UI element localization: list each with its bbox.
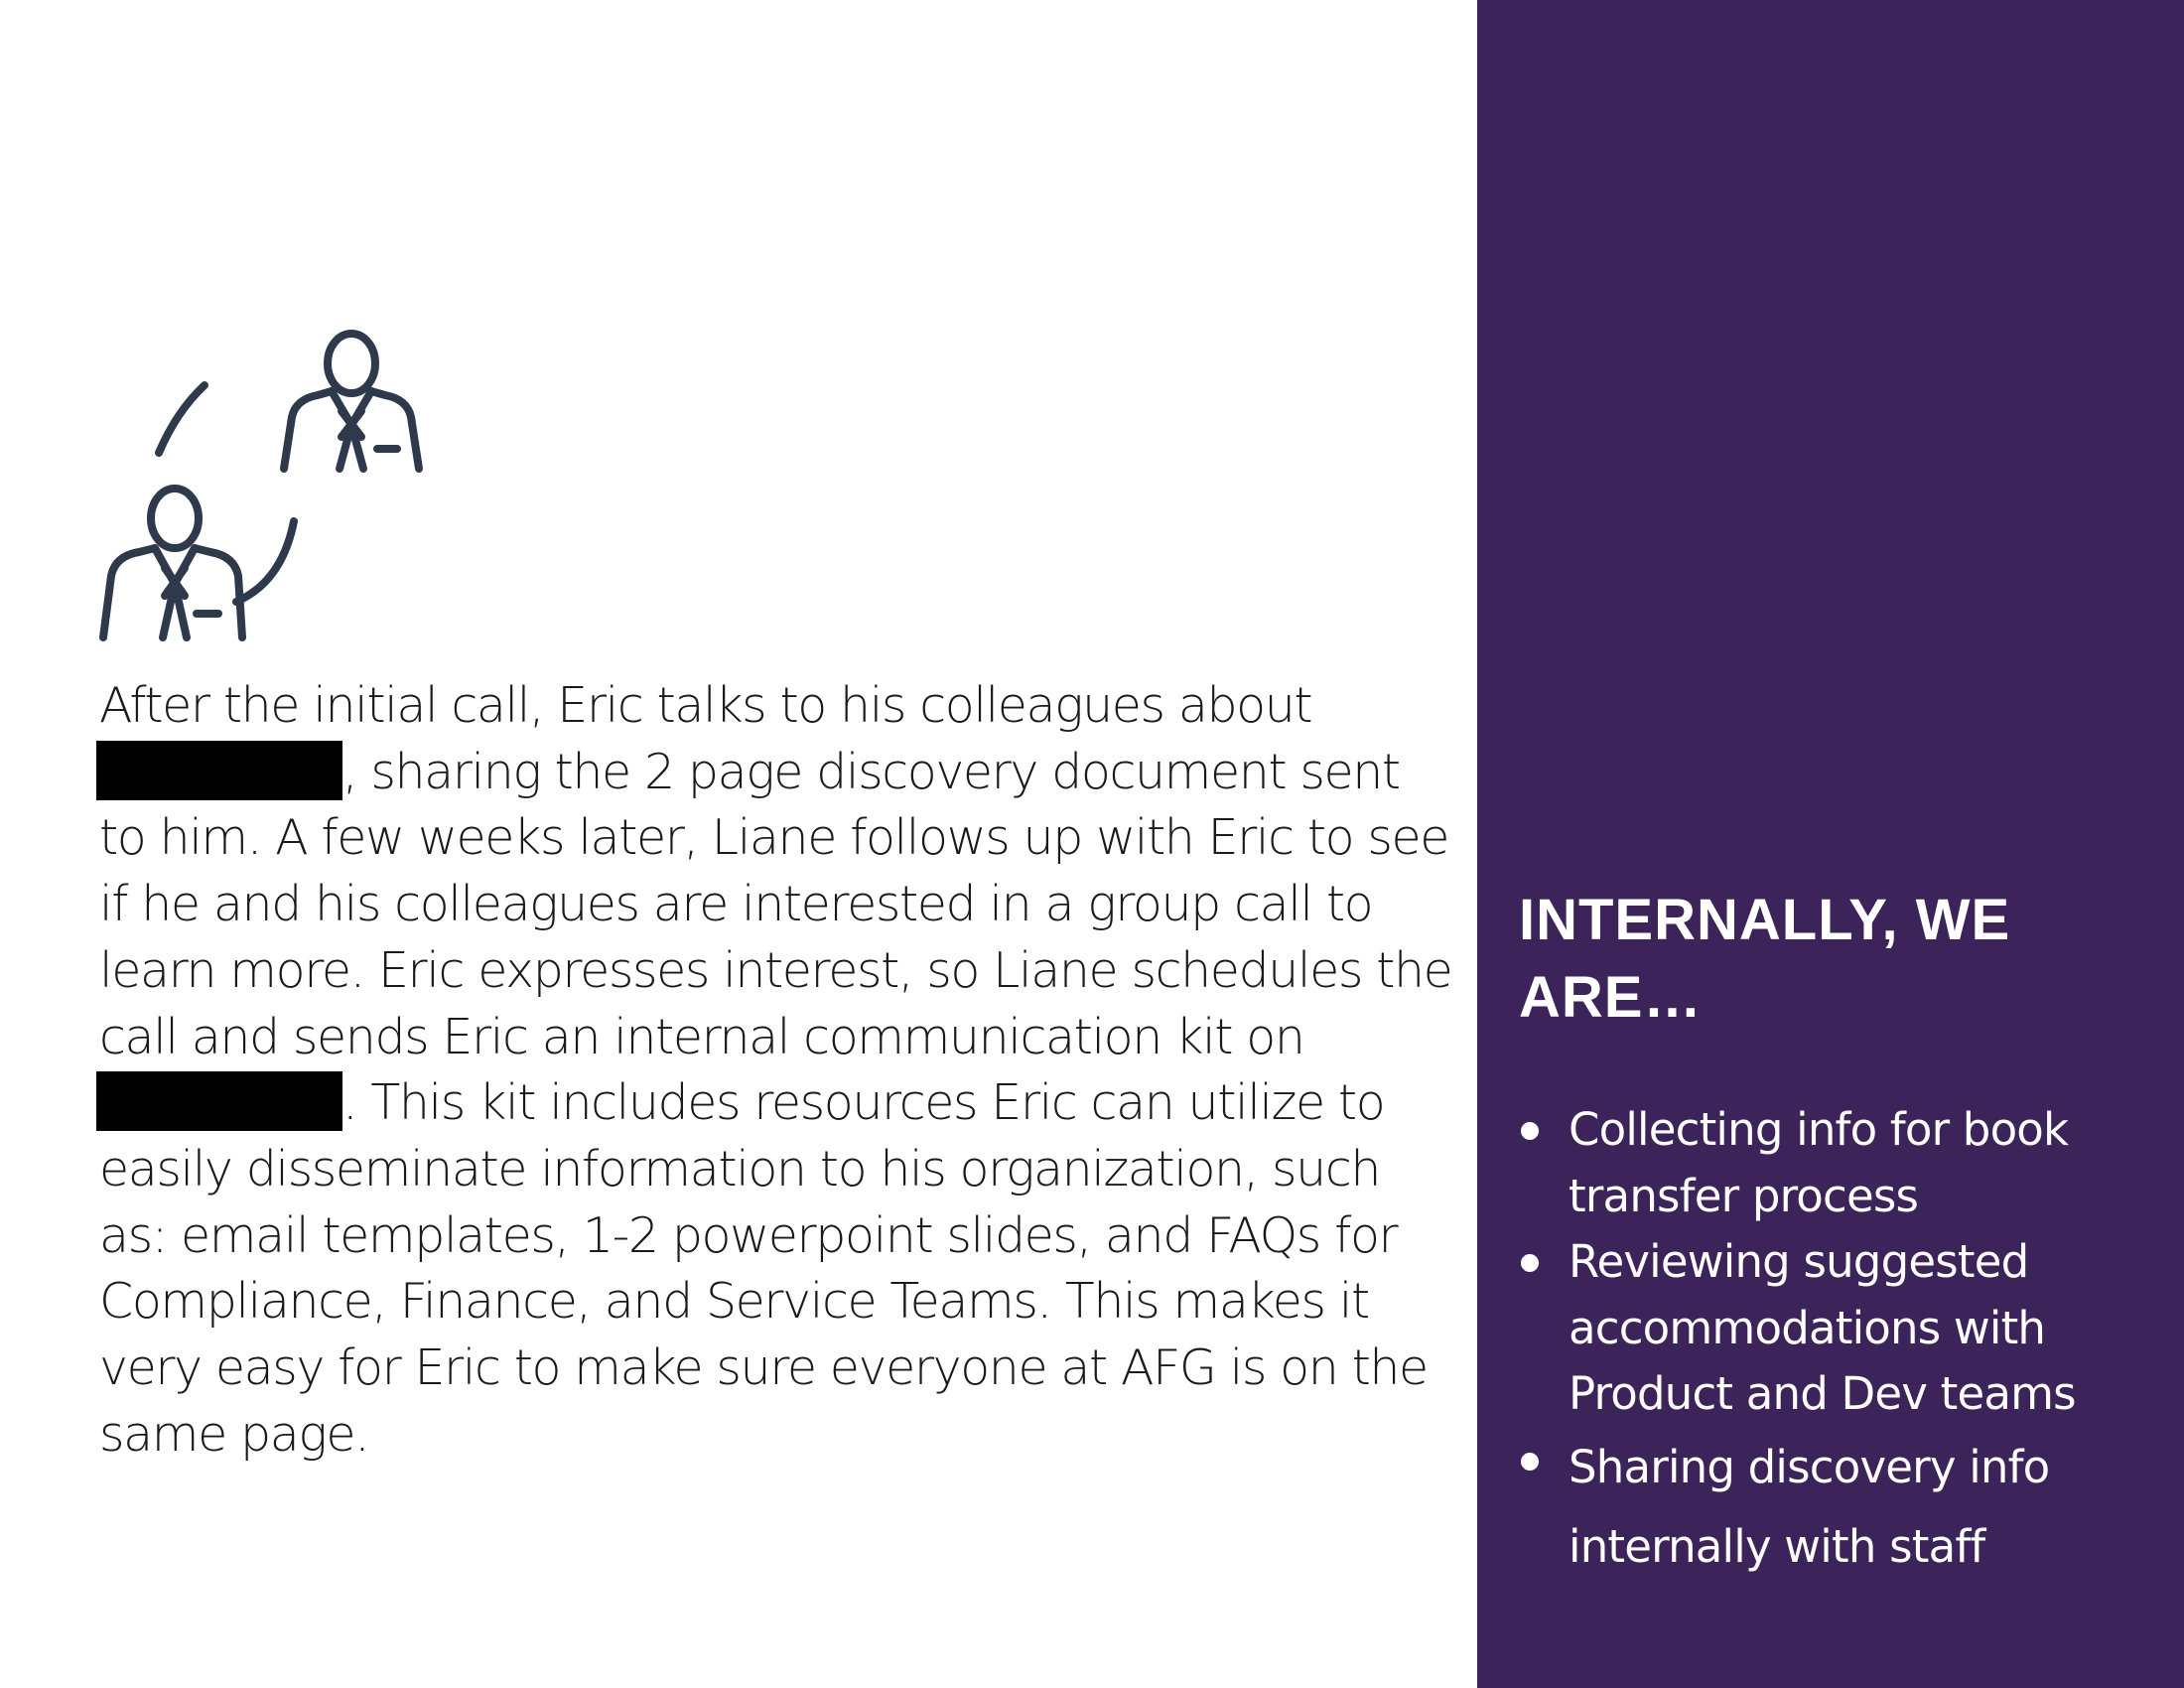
- list-item: [1519, 1428, 2154, 1587]
- story-paragraph: [99, 673, 1459, 1468]
- bullet-icon: [1521, 1122, 1539, 1140]
- story-text-2: , sharing the 2 page discovery document sent to him. A few weeks later, Liane follows up with Eric to see if he and his colleagues are interested in a group call to learn more. Eric expresses interest, so Liane schedules the call and sends Eric an internal communication kit on: [99, 743, 1452, 1065]
- redaction-block: [96, 1071, 342, 1131]
- redaction-block: [96, 741, 342, 800]
- bullet-icon: [1521, 1453, 1539, 1471]
- list-item: [1519, 1097, 2154, 1229]
- story-text-1: After the initial call, Eric talks to his colleagues about: [99, 677, 1312, 734]
- list-item-label: Collecting info for book transfer process: [1569, 1103, 2069, 1222]
- list-item-label: Sharing discovery info internally with staff: [1569, 1440, 2050, 1573]
- action-list: [1519, 1097, 2154, 1587]
- panel-heading: INTERNALLY, WE ARE…: [1519, 888, 2011, 1030]
- list-item: [1519, 1229, 2154, 1428]
- list-item-label: Reviewing suggested accommodations with Product and Dev teams: [1569, 1235, 2076, 1420]
- internal-actions-panel: [1477, 0, 2184, 1688]
- bullet-icon: [1521, 1254, 1539, 1272]
- story-text-3: . This kit includes resources Eric can utilize to easily disseminate information to his organization, such as: email templates, 1-2 powerpoint slides, and FAQs for Compliance, Finance, and Service Teams. This makes it very easy for Eric to make sure everyone at AFG is on the same page.: [99, 1074, 1428, 1463]
- colleagues-exchange-icon: [97, 308, 435, 645]
